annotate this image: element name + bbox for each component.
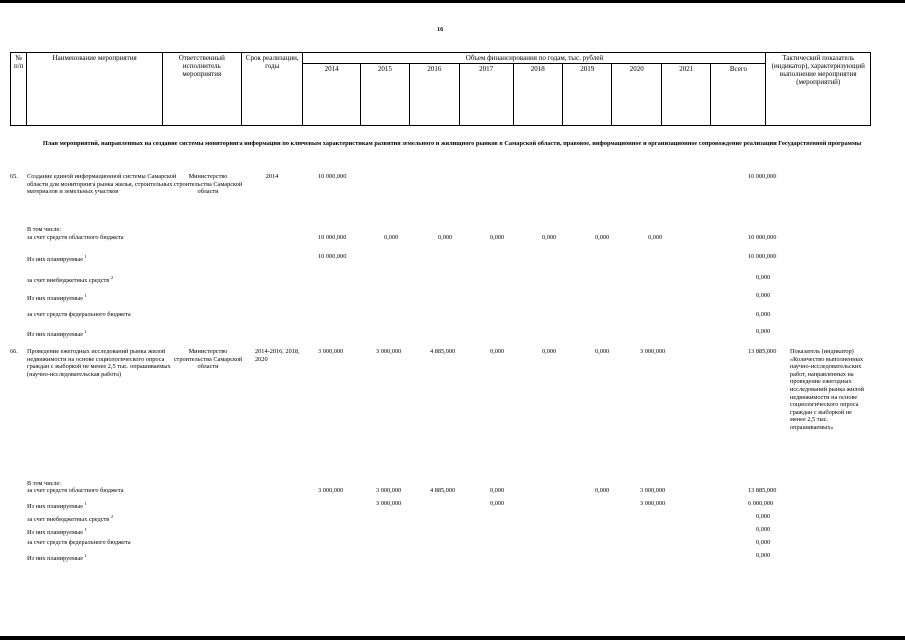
footnote-ref: 1 xyxy=(84,254,87,259)
col-name-header: Наименование мероприятия xyxy=(27,53,162,126)
year-2019-header: 2019 xyxy=(562,64,611,126)
footnote-ref: 1 xyxy=(84,293,87,298)
item65-extra-total: 0,000 xyxy=(756,274,771,281)
item66-federal: за счет средств федерального бюджета xyxy=(27,539,131,546)
item66-planned3: Из них планируемые $^1$ xyxy=(27,553,87,563)
item66-2020: 3 000,000 xyxy=(640,348,666,355)
year-2020-header: 2020 xyxy=(612,64,661,126)
item66-including: В том числе: xyxy=(27,480,62,487)
item66-2018: 0,000 xyxy=(542,348,557,355)
item65-planned2-total: 0,000 xyxy=(756,292,771,299)
item66-2016: 4 885,000 xyxy=(430,348,456,355)
item65-including: В том числе: xyxy=(27,226,62,233)
year-2018-header: 2018 xyxy=(513,64,562,126)
col-term-header: Срок реализации, годы xyxy=(241,53,303,126)
col-indicator-header: Тактический показатель (индикатор), характеризующий выполнение мероприятия (мероприятий) xyxy=(766,53,871,126)
year-2021-header: 2021 xyxy=(661,64,710,126)
item66-planned3-total: 0,000 xyxy=(756,552,771,559)
footnote-ref: 1 xyxy=(84,329,87,334)
col-responsible-header: Ответственный исполнитель мероприятия xyxy=(162,53,241,126)
item65-federal-total: 0,000 xyxy=(756,311,771,318)
item66-federal-total: 0,000 xyxy=(756,539,771,546)
top-border xyxy=(0,0,905,3)
item66-total: 13 885,000 xyxy=(748,348,777,355)
item65-extra: за счет внебюджетных средств $^2$ xyxy=(27,275,114,285)
item66-planned1: Из них планируемые $^1$ xyxy=(27,501,87,511)
item65-num: 65. xyxy=(10,173,18,180)
item66-regional-2014: 3 000,000 xyxy=(318,487,344,494)
item65-regional-2018: 0,000 xyxy=(542,234,557,241)
item66-planned1-total: 6 000,000 xyxy=(748,500,774,507)
item66-2014: 3 000,000 xyxy=(318,348,344,355)
item66-name: Проведение ежегодных исследований рынка жилой недвижимости на основе социологического опроса граждан с выборкой не менее 2,5 тыс. опрашиваемых (научно-исследовательская работа) xyxy=(27,348,171,378)
footnote-ref: 1 xyxy=(84,501,87,506)
item66-planned1-2020: 3 000,000 xyxy=(640,500,666,507)
item65-planned3-total: 0,000 xyxy=(756,328,771,335)
item66-planned2: Из них планируемые $^1$ xyxy=(27,527,87,537)
year-2016-header: 2016 xyxy=(410,64,459,126)
item66-regional-2019: 0,000 xyxy=(595,487,610,494)
item65-federal: за счет средств федерального бюджета xyxy=(27,311,131,318)
item65-regional-label: за счет средств областного бюджета xyxy=(27,234,124,241)
item65-term: 2014 xyxy=(265,173,279,180)
item66-extra: за счет внебюджетных средств $^2$ xyxy=(27,514,114,524)
item66-planned1-2017: 0,000 xyxy=(490,500,505,507)
item65-planned2: Из них планируемые $^1$ xyxy=(27,293,87,303)
item66-2017: 0,000 xyxy=(490,348,505,355)
footnote-ref: 1 xyxy=(84,553,87,558)
col-funding-header: Объем финансирования по годам, тыс. рублей xyxy=(303,53,766,64)
item65-name: Создание единой информационной системы Самарской области для мониторинга рынка жилья, строительных материалов и земельных участков xyxy=(27,173,177,196)
item66-2015: 3 000,000 xyxy=(376,348,402,355)
footnote-ref: 2 xyxy=(110,514,114,519)
total-header: Всего xyxy=(711,64,766,126)
item65-regional-2014: 10 000,000 xyxy=(318,234,347,241)
item66-regional-2016: 4 885,000 xyxy=(430,487,456,494)
item66-regional-2017: 0,000 xyxy=(490,487,505,494)
item66-planned1-2015: 3 000,000 xyxy=(376,500,402,507)
item66-term: 2014-2016, 2018, 2020 xyxy=(255,348,300,363)
item65-planned3: Из них планируемые $^1$ xyxy=(27,329,87,339)
year-2015-header: 2015 xyxy=(360,64,409,126)
item65-planned1-total: 10 000,000 xyxy=(748,253,777,260)
item66-planned2-total: 0,000 xyxy=(756,526,771,533)
item66-2019: 0,000 xyxy=(595,348,610,355)
header-table xyxy=(10,52,871,126)
item65-regional-2015: 0,000 xyxy=(384,234,399,241)
item65-regional-2019: 0,000 xyxy=(595,234,610,241)
year-2014-header: 2014 xyxy=(303,64,360,126)
bottom-border xyxy=(0,636,905,640)
col-num-header: № п/п xyxy=(11,53,27,126)
item66-indicator: Показатель (индикатор) «Количество выполненных научно-исследовательских работ, направленных на проведение ежегодных исследований рынка жилой недвижимости на основе социологического опроса граждан с выборкой не менее 2,5 тыс. опрашиваемых» xyxy=(790,348,864,431)
item66-extra-total: 0,000 xyxy=(756,513,771,520)
item65-total: 10 000,000 xyxy=(748,173,777,180)
item66-responsible: Министерство строительства Самарской области xyxy=(173,348,243,371)
section-title: План мероприятий, направленных на создание системы мониторинга информации по ключевым характеристикам развития земельного и жилищного рынков в Самарской области, правовое, информационное и организационное сопровождение реализации Государственной программы xyxy=(42,140,862,147)
item65-regional-total: 10 000,000 xyxy=(748,234,777,241)
item65-regional-2017: 0,000 xyxy=(490,234,505,241)
footnote-ref: 2 xyxy=(110,275,114,280)
item66-num: 66. xyxy=(10,348,18,355)
item65-planned1-2014: 10 000,000 xyxy=(318,253,347,260)
year-2017-header: 2017 xyxy=(459,64,513,126)
item66-regional-2015: 3 000,000 xyxy=(376,487,402,494)
item66-regional-total: 13 885,000 xyxy=(748,487,777,494)
item66-regional-2020: 3 000,000 xyxy=(640,487,666,494)
item66-regional-label: за счет средств областного бюджета xyxy=(27,487,124,494)
item65-responsible: Министерство строительства Самарской области xyxy=(173,173,243,196)
item65-2014: 10 000,000 xyxy=(318,173,347,180)
item65-regional-2016: 0,000 xyxy=(438,234,453,241)
item65-planned1: Из них планируемые $^1$ xyxy=(27,254,87,264)
item65-regional-2020: 0,000 xyxy=(648,234,663,241)
page-number: 16 xyxy=(437,26,444,33)
footnote-ref: 1 xyxy=(84,527,87,532)
